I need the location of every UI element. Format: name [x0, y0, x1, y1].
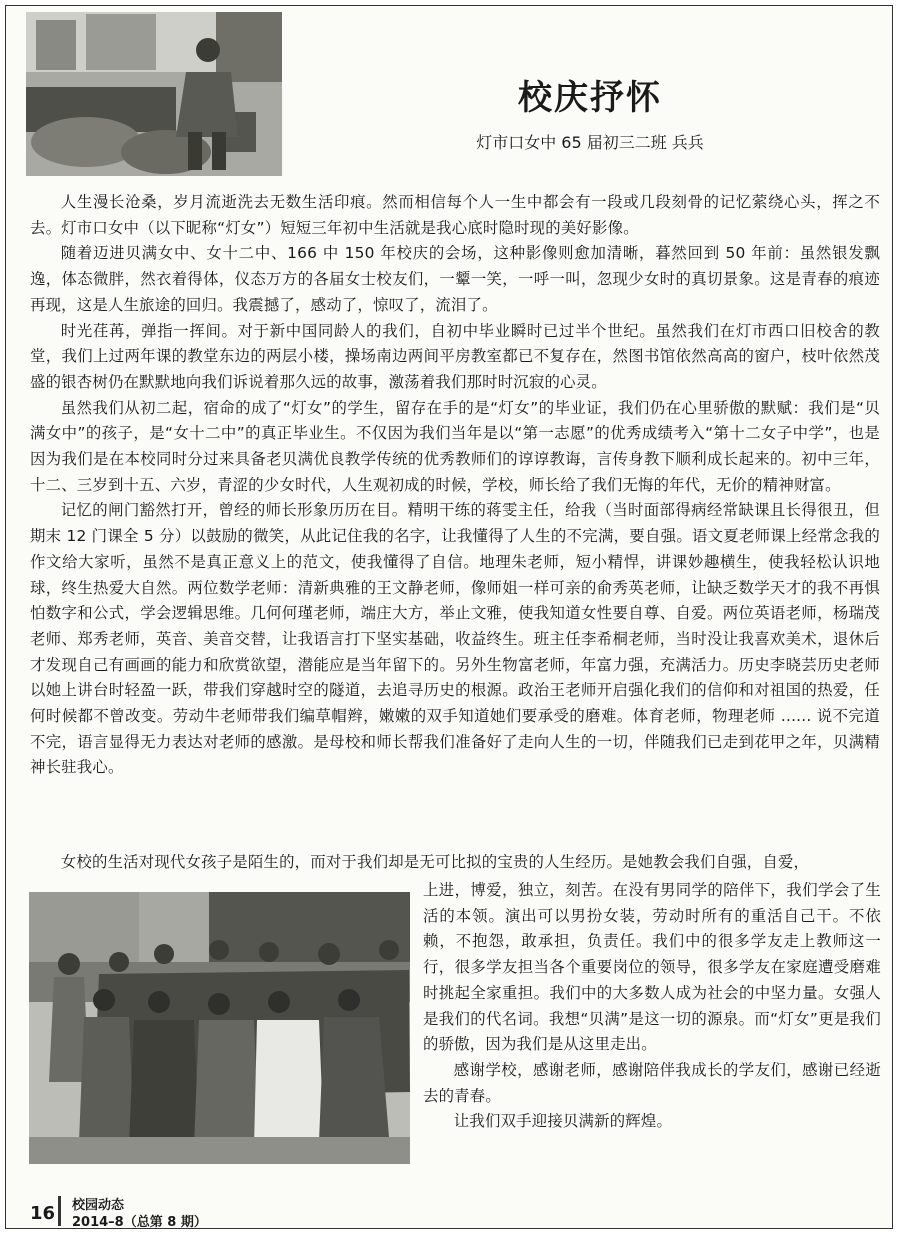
magazine-name: 校园动态 [72, 1198, 125, 1213]
footer-divider [58, 1196, 61, 1226]
article-wrap-text [423, 876, 881, 1135]
issue-label: 2014–8（总第 8 期） [72, 1215, 207, 1230]
paragraph: 虽然我们从初二起，宿命的成了“灯女”的学生，留存在手的是“灯女”的毕业证，我们仍在心里骄傲的默赋：我们是“贝满女中”的孩子，是“女十二中”的真正毕业生。不仅因为我们当年是以“第一志愿”的优秀成绩考入“第十二女子中学”，也是因为我们是在本校同时分过来具备老贝满优良教学传统的优秀教师们的谆谆教诲，言传身教下顺利成长起来的。初中三年，十二、三岁到十五、六岁，青涩的少女时代，人生观初成的时候，学校，师长给了我们无悔的年代，无价的精神财富。 [30, 398, 880, 494]
paragraph: 随着迈进贝满女中、女十二中、166 中 150 年校庆的会场，这种影像则愈加清晰，暮然回到 50 年前：虽然银发飘逸，体态微胖，然衣着得体，仪态万方的各届女士校友们，一颦一笑，一呼一叫，忽现少女时的真切景象。这是青春的痕迹再现，这是人生旅途的回归。我震撼了，感动了，惊叹了，流泪了。 [30, 244, 880, 314]
article-body [30, 190, 880, 781]
article-title: 校庆抒怀 [518, 78, 662, 118]
paragraph: 人生漫长沧桑，岁月流逝洗去无数生活印痕。然而相信每个人一生中都会有一段或几段刻骨的记忆萦绕心头，挥之不去。灯市口女中（以下昵称“灯女”）短短三年初中生活就是我心底时隐时现的美好影像。 [30, 193, 880, 237]
paragraph-closing: 让我们双手迎接贝满新的辉煌。 [453, 1112, 673, 1131]
paragraph: 感谢学校，感谢老师，感谢陪伴我成长的学友们，感谢已经逝去的青春。 [423, 1060, 881, 1105]
ghost-title-shadow [700, 74, 890, 134]
page-number: 16 [30, 1203, 56, 1224]
photo-woman-at-pond [26, 12, 282, 176]
paragraph: 上进，博爱，独立，刻苦。在没有男同学的陪伴下，我们学会了生活的本领。演出可以男扮女装，劳动时所有的重活自己干。不依赖，不抱怨，敢承担，负责任。我们中的很多学友走上教师这一行，很多学友担当各个重要岗位的领导，很多学友在家庭遭受磨难时挑起全家重担。我们中的大多数人成为社会的中坚力量。女强人是我们的代名词。我想“贝满”是这一切的源泉。而“灯女”更是我们的骄傲，因为我们是从这里走出。 [423, 881, 881, 1054]
paragraph-lead-line: 女校的生活对现代女孩子是陌生的，而对于我们却是无可比拟的宝贵的人生经历。是她教会我们自强，自爱， [60, 853, 810, 871]
article-byline: 灯市口女中 65 届初三二班 兵兵 [476, 133, 704, 152]
paragraph: 记忆的闸门豁然打开，曾经的师长形象历历在目。精明干练的蒋雯主任，给我（当时面部得病经常缺课且长得很丑，但期末 12 门课全 5 分）以鼓励的微笑，从此记住我的名字，让我懂得了人生的不完满，要自强。语文夏老师课上经常念我的作文给大家听，虽然不是真正意义上的范文，使我懂得了自信。地理朱老师，短小精悍，讲课妙趣横生，使我轻松认识地球，终生热爱大自然。两位数学老师：清新典雅的王文静老师，像师姐一样可亲的俞秀英老师，让缺乏数学天才的我不再惧怕数字和公式，学会逻辑思维。几何何瑾老师，端庄大方，举止文雅，使我知道女性要自尊、自爱。两位英语老师，杨瑞茂老师、郑秀老师，英音、美音交替，让我语言打下坚实基础，收益终生。班主任李希桐老师，当时没让我喜欢美术，退休后才发现自己有画画的能力和欣赏欲望，潜能应是当年留下的。另外生物富老师，年富力强，充满活力。历史李晓芸历史老师以她上讲台时轻盈一跃，带我们穿越时空的隧道，去追寻历史的根源。政治王老师开启强化我们的信仰和对祖国的热爱，任何时候都不曾改变。劳动牛老师带我们编草帽辫，嫩嫩的双手知道她们要承受的磨难。体育老师，物理老师 ...... 说不完道不完，语言显得无力表达对老师的感激。是母校和师长帮我们准备好了走向人生的一切，伴随我们已走到花甲之年，贝满精神长驻我心。 [30, 501, 880, 777]
paragraph: 时光荏苒，弹指一挥间。对于新中国同龄人的我们，自初中毕业瞬时已过半个世纪。虽然我们在灯市西口旧校舍的教堂，我们上过两年课的教堂东边的两层小楼，操场南边两间平房教室都已不复存在，然图书馆依然高高的窗户，枝叶依然茂盛的银杏树仍在默默地向我们诉说着那久远的故事，激荡着我们那时时沉寂的心灵。 [30, 321, 880, 391]
photo-alumni-group [29, 892, 410, 1164]
